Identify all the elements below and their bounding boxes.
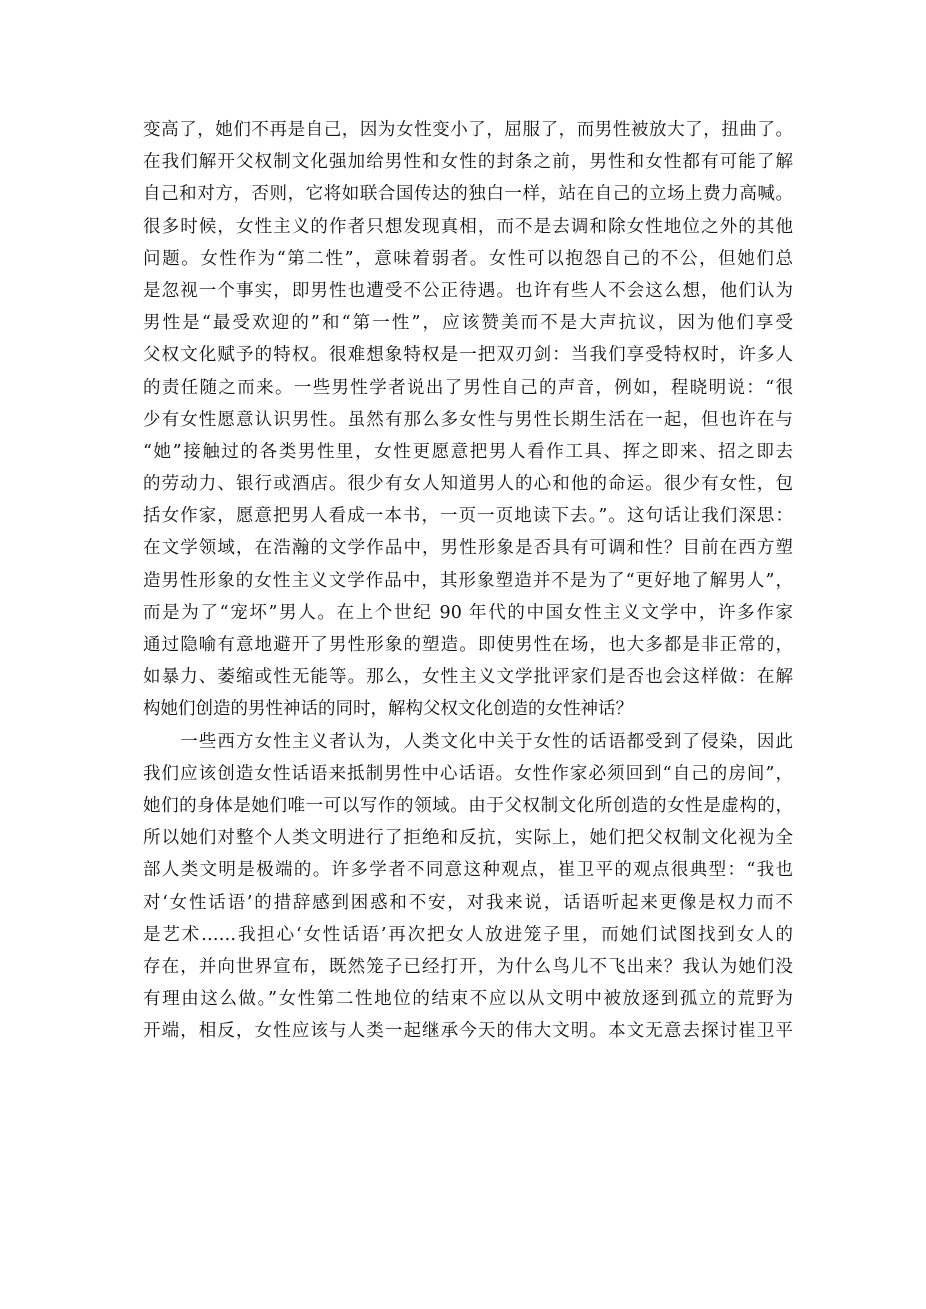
text-line: 所以她们对整个人类文明进行了拒绝和反抗，实际上，她们把父权制文化视为全 — [143, 828, 793, 849]
body-text — [143, 114, 793, 1047]
text-line: 部人类文明是极端的。许多学者不同意这种观点，崔卫平的观点很典型：“我也 — [143, 860, 793, 881]
text-line: 父权文化赋予的特权。很难想象特权是一把双刃剑：当我们享受特权时，许多人 — [143, 345, 793, 366]
text-line: 开端，相反，女性应该与人类一起继承今天的伟大文明。本文无意去探讨崔卫平 — [143, 1021, 793, 1042]
text-line: 在文学领域，在浩瀚的文学作品中，男性形象是否具有可调和性？目前在西方塑 — [143, 538, 793, 559]
text-line: 如暴力、萎缩或性无能等。那么，女性主义文学批评家们是否也会这样做：在解 — [143, 667, 793, 688]
text-line: 我们应该创造女性话语来抵制男性中心话语。女性作家必须回到“自己的房间”， — [143, 763, 793, 784]
text-line: 括女作家，愿意把男人看成一本书，一页一页地读下去。”。这句话让我们深思： — [143, 506, 793, 527]
text-line: 在我们解开父权制文化强加给男性和女性的封条之前，男性和女性都有可能了解 — [143, 152, 793, 173]
text-line: 通过隐喻有意地避开了男性形象的塑造。即使男性在场，也大多都是非正常的， — [143, 635, 793, 655]
text-line: 一些西方女性主义者认为，人类文化中关于女性的话语都受到了侵染，因此 — [143, 731, 793, 752]
text-line: 的责任随之而来。一些男性学者说出了男性自己的声音，例如，程晓明说：“很 — [143, 377, 793, 398]
text-line: 有理由这么做。”女性第二性地位的结束不应以从文明中被放逐到孤立的荒野为 — [143, 989, 793, 1010]
text-line: 而是为了“宠坏”男人。在上个世纪 90 年代的中国女性主义文学中，许多作家 — [143, 602, 793, 623]
text-line: 变高了，她们不再是自己，因为女性变小了，屈服了，而男性被放大了，扭曲了。 — [143, 120, 793, 140]
text-line: 自己和对方，否则，它将如联合国传达的独白一样，站在自己的立场上费力高喊。 — [143, 184, 793, 205]
text-line: 是忽视一个事实，即男性也遭受不公正待遇。也许有些人不会这么想，他们认为 — [143, 280, 793, 301]
text-line: 是艺术……我担心‘女性话语’再次把女人放进笼子里，而她们试图找到女人的 — [143, 924, 793, 945]
text-line: 构她们创造的男性神话的同时，解构父权文化创造的女性神话？ — [143, 699, 633, 720]
text-line: 造男性形象的女性主义文学作品中，其形象塑造并不是为了“更好地了解男人”， — [143, 570, 793, 591]
text-line: 男性是“最受欢迎的”和“第一性”，应该赞美而不是大声抗议，因为他们享受 — [143, 313, 793, 334]
text-line: 少有女性愿意认识男性。虽然有那么多女性与男性长期生活在一起，但也许在与 — [143, 409, 793, 430]
text-line: 存在，并向世界宣布，既然笼子已经打开，为什么鸟儿不飞出来？我认为她们没 — [143, 956, 793, 977]
text-line: 的劳动力、银行或酒店。很少有女人知道男人的心和他的命运。很少有女性，包 — [143, 474, 793, 495]
text-line: 她们的身体是她们唯一可以写作的领域。由于父权制文化所创造的女性是虚构的， — [143, 795, 793, 816]
text-line: 很多时候，女性主义的作者只想发现真相，而不是去调和除女性地位之外的其他 — [143, 216, 793, 237]
text-line: “她”接触过的各类男性里，女性更愿意把男人看作工具、挥之即来、招之即去 — [143, 441, 793, 462]
text-line: 问题。女性作为“第二性”，意味着弱者。女性可以抱怨自己的不公，但她们总 — [143, 248, 793, 269]
text-line: 对‘女性话语’的措辞感到困惑和不安，对我来说，话语听起来更像是权力而不 — [143, 892, 793, 913]
